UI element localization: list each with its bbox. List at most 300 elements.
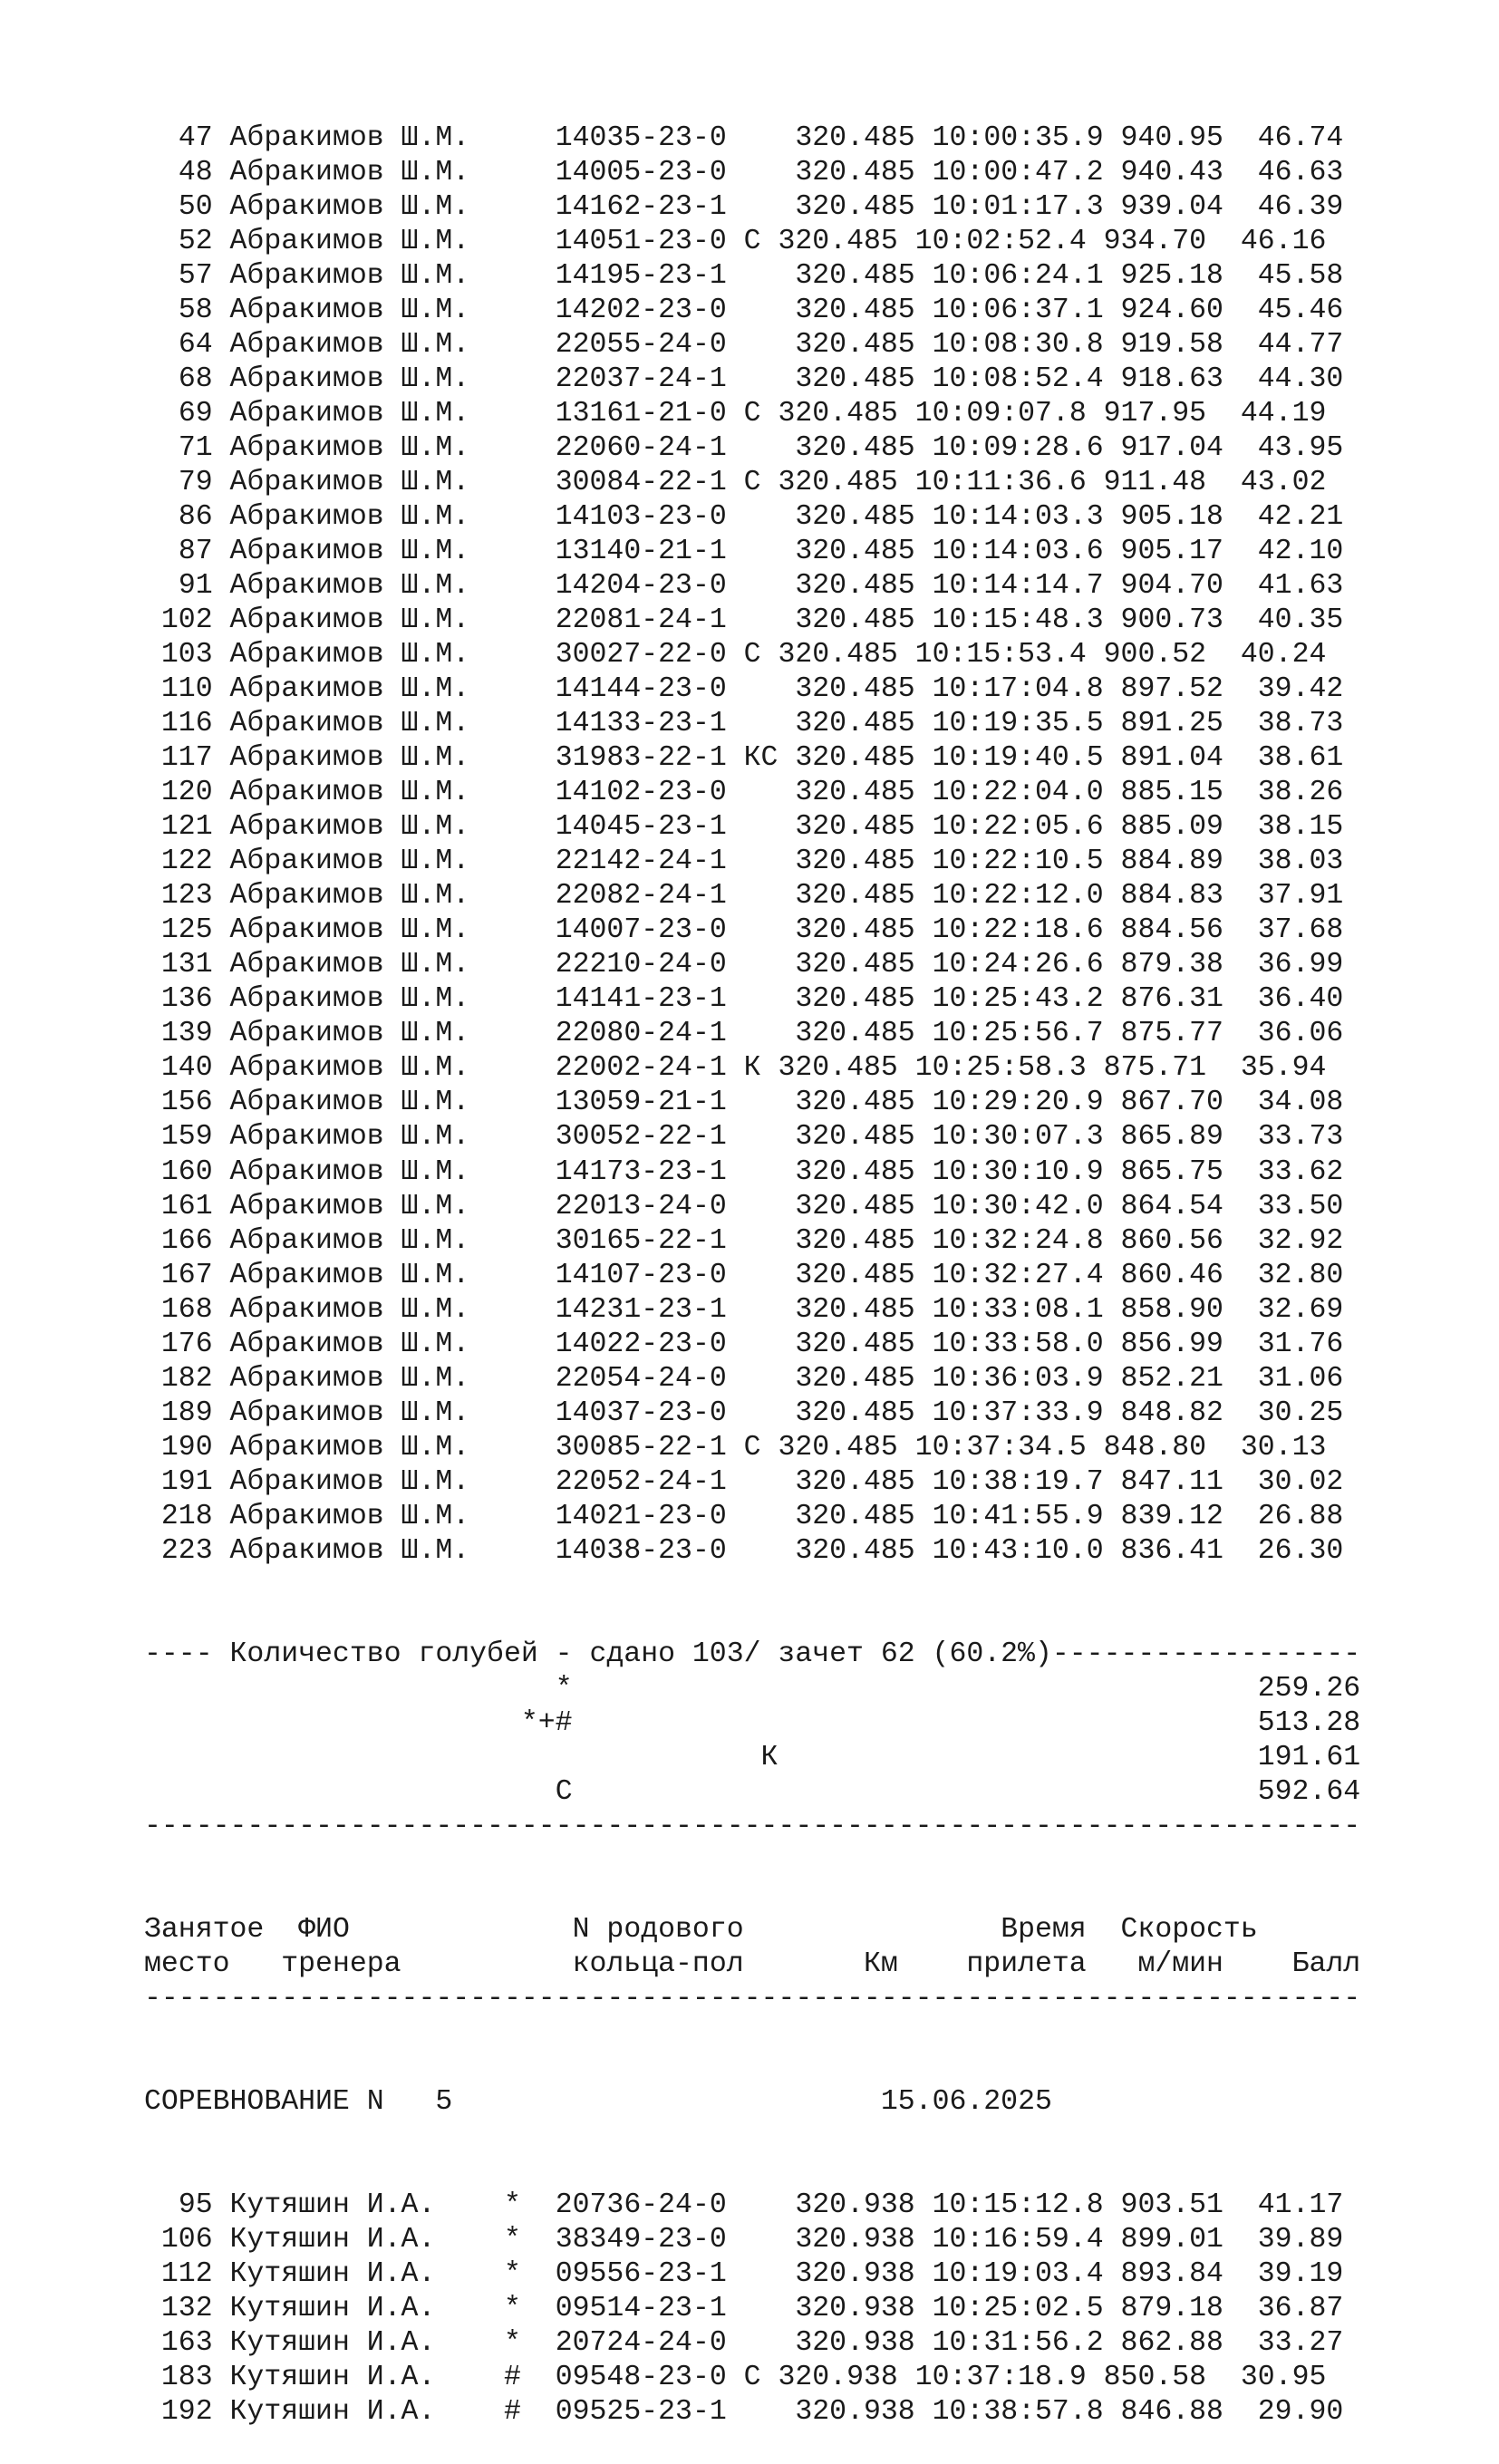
score-cell: 45.58 <box>1257 260 1344 293</box>
name-cell: Абракимов Ш.М. <box>229 1052 470 1085</box>
speed-cell: 939.04 <box>1120 191 1223 224</box>
flag-cell <box>744 157 779 188</box>
time-cell: 10:31:56.2 <box>932 2327 1104 2360</box>
speed-cell: 925.18 <box>1120 260 1223 293</box>
time-cell: 10:14:03.6 <box>932 536 1104 568</box>
mark-cell <box>504 777 521 808</box>
header-name: ФИО <box>298 1913 350 1946</box>
score-cell: 38.61 <box>1257 742 1344 775</box>
name-cell: Абракимов Ш.М. <box>229 983 470 1016</box>
time-cell: 10:22:10.5 <box>932 845 1104 878</box>
time-cell: 10:37:18.9 <box>914 2362 1087 2394</box>
place-cell: 116 <box>160 708 213 740</box>
time-cell: 10:33:08.1 <box>932 1293 1104 1326</box>
table-row <box>144 1017 1360 1051</box>
mark-cell <box>504 536 521 567</box>
mark-cell <box>504 1363 521 1395</box>
place-cell: 69 <box>178 398 213 430</box>
subtotal-symbol: К <box>760 1741 779 1773</box>
name-cell: Абракимов Ш.М. <box>229 1431 470 1464</box>
score-cell: 44.77 <box>1257 329 1344 362</box>
ring-cell: 14037-23-0 <box>555 1396 727 1429</box>
ring-cell: 09556-23-1 <box>555 2258 727 2290</box>
mark-cell: * <box>504 2189 521 2221</box>
km-cell: 320.485 <box>795 1396 915 1429</box>
place-cell: 120 <box>160 777 213 809</box>
table-row <box>144 1293 1360 1328</box>
score-cell: 39.42 <box>1257 673 1344 706</box>
speed-cell: 893.84 <box>1120 2258 1223 2290</box>
km-cell: 320.485 <box>795 191 915 224</box>
place-cell: 189 <box>160 1396 213 1429</box>
flag-cell: С <box>743 467 761 499</box>
place-cell: 167 <box>160 1259 213 1291</box>
flag-cell <box>744 1018 779 1049</box>
km-cell: 320.485 <box>795 708 915 740</box>
flag-cell <box>744 880 779 912</box>
place-cell: 112 <box>160 2258 213 2290</box>
mark-cell <box>504 157 521 188</box>
time-cell: 10:30:42.0 <box>932 1190 1104 1222</box>
table-row <box>144 948 1360 982</box>
score-cell: 38.15 <box>1257 811 1344 844</box>
ring-cell: 22082-24-1 <box>555 880 727 913</box>
ring-cell: 14051-23-0 <box>555 226 727 258</box>
place-cell: 87 <box>178 536 213 568</box>
speed-cell: 856.99 <box>1120 1328 1223 1360</box>
ring-cell: 22013-24-0 <box>555 1190 727 1222</box>
km-cell: 320.485 <box>795 501 915 534</box>
header-line <box>144 1913 1360 1947</box>
table-row <box>144 431 1360 466</box>
score-cell: 46.16 <box>1240 226 1327 258</box>
km-cell: 320.485 <box>778 639 898 672</box>
time-cell: 10:24:26.6 <box>932 949 1104 981</box>
speed-cell: 940.43 <box>1120 157 1223 189</box>
time-cell: 10:11:36.6 <box>914 467 1087 499</box>
time-cell: 10:19:03.4 <box>932 2258 1104 2290</box>
name-cell: Кутяшин И.А. <box>229 2293 436 2325</box>
km-cell: 320.485 <box>795 1155 915 1188</box>
mark-cell <box>504 1156 521 1188</box>
score-cell: 38.73 <box>1257 708 1344 740</box>
score-cell: 26.30 <box>1257 1534 1344 1567</box>
table-row <box>144 2257 1360 2292</box>
place-cell: 131 <box>160 949 213 981</box>
time-cell: 10:37:34.5 <box>914 1431 1087 1464</box>
score-cell: 45.46 <box>1257 295 1344 327</box>
place-cell: 106 <box>160 2223 213 2256</box>
score-cell: 46.63 <box>1257 157 1344 189</box>
ring-cell: 22037-24-1 <box>555 363 727 396</box>
table-row <box>144 1086 1360 1120</box>
place-cell: 68 <box>178 363 213 396</box>
flag-cell <box>744 1191 779 1222</box>
mark-cell <box>504 260 521 292</box>
flag-cell: С <box>743 639 761 672</box>
time-cell: 10:25:02.5 <box>932 2293 1104 2325</box>
place-cell: 182 <box>160 1362 213 1395</box>
km-cell: 320.485 <box>795 1259 915 1291</box>
table-row <box>144 638 1360 672</box>
km-cell: 320.938 <box>795 2293 915 2325</box>
subtotal-row <box>144 1706 1360 1741</box>
place-cell: 160 <box>160 1155 213 1188</box>
flag-cell <box>744 2396 779 2428</box>
place-cell: 168 <box>160 1293 213 1326</box>
flag-cell <box>744 777 779 808</box>
place-cell: 50 <box>178 191 213 224</box>
name-cell: Абракимов Ш.М. <box>229 949 470 981</box>
name-cell: Абракимов Ш.М. <box>229 467 470 499</box>
km-cell: 320.485 <box>795 1328 915 1360</box>
table-row <box>144 982 1360 1017</box>
flag-cell <box>744 1466 779 1498</box>
divider <box>144 1982 1360 2016</box>
mark-cell: # <box>504 2396 521 2429</box>
place-cell: 48 <box>178 157 213 189</box>
mark-cell <box>504 1397 521 1429</box>
mark-cell <box>504 1329 521 1360</box>
dash-lead: ---- <box>144 1638 230 1670</box>
divider <box>144 1810 1360 1844</box>
ring-cell: 14038-23-0 <box>555 1534 727 1567</box>
speed-cell: 885.09 <box>1120 811 1223 844</box>
score-cell: 30.02 <box>1257 1465 1344 1498</box>
speed-cell: 848.80 <box>1103 1431 1207 1464</box>
flag-cell <box>744 1121 779 1153</box>
name-cell: Абракимов Ш.М. <box>229 1396 470 1429</box>
speed-cell: 864.54 <box>1120 1190 1223 1222</box>
summary-section <box>144 1638 1360 1844</box>
place-cell: 91 <box>178 570 213 603</box>
mark-cell <box>504 1121 521 1153</box>
place-cell: 223 <box>160 1534 213 1567</box>
speed-cell: 904.70 <box>1120 570 1223 603</box>
score-cell: 31.76 <box>1257 1328 1344 1360</box>
table-row <box>144 2361 1360 2395</box>
mark-cell: # <box>504 2362 521 2394</box>
place-cell: 110 <box>160 673 213 706</box>
speed-cell: 867.70 <box>1120 1087 1223 1119</box>
flag-cell <box>744 570 779 602</box>
divider-line: ----------------------------------------------------------------------- <box>144 1810 1361 1842</box>
table-row <box>144 1190 1360 1224</box>
km-cell: 320.485 <box>795 1465 915 1498</box>
place-cell: 52 <box>178 226 213 258</box>
ring-cell: 22055-24-0 <box>555 329 727 362</box>
speed-cell: 891.25 <box>1120 708 1223 740</box>
km-cell: 320.485 <box>795 363 915 396</box>
ring-cell: 30085-22-1 <box>555 1431 727 1464</box>
name-cell: Абракимов Ш.М. <box>229 1155 470 1188</box>
subtotal-value: 191.61 <box>1257 1741 1361 1773</box>
header-km: Км <box>863 1947 898 1980</box>
speed-cell: 899.01 <box>1120 2223 1223 2256</box>
place-cell: 132 <box>160 2293 213 2325</box>
ring-cell: 22002-24-1 <box>555 1052 727 1085</box>
header-ring: кольца-пол <box>572 1947 744 1980</box>
flag-cell <box>744 1087 779 1118</box>
km-cell: 320.485 <box>778 1052 898 1085</box>
ring-cell: 14103-23-0 <box>555 501 727 534</box>
ring-cell: 14007-23-0 <box>555 914 727 947</box>
flag-cell <box>744 1156 779 1188</box>
score-cell: 40.24 <box>1240 639 1327 672</box>
flag-cell <box>744 1329 779 1360</box>
mark-cell <box>504 191 521 223</box>
km-cell: 320.485 <box>795 1534 915 1567</box>
time-cell: 10:33:58.0 <box>932 1328 1104 1360</box>
mark-cell <box>504 398 521 430</box>
score-cell: 38.03 <box>1257 845 1344 878</box>
place-cell: 176 <box>160 1328 213 1360</box>
summary-line <box>144 1638 1360 1672</box>
time-cell: 10:36:03.9 <box>932 1362 1104 1395</box>
speed-cell: 940.95 <box>1120 122 1223 155</box>
flag-cell <box>744 501 779 533</box>
mark-cell <box>504 1225 521 1257</box>
ring-cell: 22060-24-1 <box>555 432 727 465</box>
name-cell: Абракимов Ш.М. <box>229 536 470 568</box>
ring-cell: 09525-23-1 <box>555 2396 727 2429</box>
time-cell: 10:38:57.8 <box>932 2396 1104 2429</box>
ring-cell: 22080-24-1 <box>555 1018 727 1050</box>
table-row <box>144 397 1360 431</box>
speed-cell: 911.48 <box>1103 467 1207 499</box>
time-cell: 10:30:07.3 <box>932 1121 1104 1154</box>
speed-cell: 905.18 <box>1120 501 1223 534</box>
ring-cell: 14022-23-0 <box>555 1328 727 1360</box>
header-line <box>144 1947 1360 1982</box>
km-cell: 320.485 <box>795 295 915 327</box>
speed-cell: 858.90 <box>1120 1293 1223 1326</box>
ring-cell: 14045-23-1 <box>555 811 727 844</box>
flag-cell <box>744 983 779 1015</box>
km-cell: 320.485 <box>778 398 898 430</box>
name-cell: Абракимов Ш.М. <box>229 122 470 155</box>
name-cell: Абракимов Ш.М. <box>229 1224 470 1257</box>
table-row <box>144 604 1360 638</box>
speed-cell: 900.73 <box>1120 604 1223 637</box>
mark-cell <box>504 570 521 602</box>
mark-cell: * <box>504 2223 521 2256</box>
subtotal-row <box>144 1741 1360 1775</box>
table-row <box>144 362 1360 397</box>
flag-cell <box>744 949 779 981</box>
score-cell: 44.19 <box>1240 398 1327 430</box>
time-cell: 10:38:19.7 <box>932 1465 1104 1498</box>
mark-cell <box>504 226 521 257</box>
ring-cell: 09548-23-0 <box>555 2362 727 2394</box>
ring-cell: 22054-24-0 <box>555 1362 727 1395</box>
mark-cell <box>504 639 521 671</box>
km-cell: 320.485 <box>795 1087 915 1119</box>
name-cell: Абракимов Ш.М. <box>229 260 470 293</box>
mark-cell <box>504 432 521 464</box>
time-cell: 10:43:10.0 <box>932 1534 1104 1567</box>
mark-cell <box>504 1432 521 1464</box>
speed-cell: 891.04 <box>1120 742 1223 775</box>
place-cell: 136 <box>160 983 213 1016</box>
km-cell: 320.485 <box>795 1362 915 1395</box>
table-row <box>144 2189 1360 2223</box>
ring-cell: 14107-23-0 <box>555 1259 727 1291</box>
competition-heading <box>144 2085 1360 2120</box>
km-cell: 320.485 <box>795 673 915 706</box>
score-cell: 33.50 <box>1257 1190 1344 1222</box>
subtotal-value: 592.64 <box>1257 1775 1361 1808</box>
table-row <box>144 535 1360 569</box>
ring-cell: 30165-22-1 <box>555 1224 727 1257</box>
time-cell: 10:41:55.9 <box>932 1500 1104 1532</box>
time-cell: 10:30:10.9 <box>932 1155 1104 1188</box>
table-row <box>144 913 1360 948</box>
mark-cell <box>504 1087 521 1118</box>
place-cell: 86 <box>178 501 213 534</box>
ring-cell: 14144-23-0 <box>555 673 727 706</box>
name-cell: Абракимов Ш.М. <box>229 226 470 258</box>
score-cell: 29.90 <box>1257 2396 1344 2429</box>
table-row <box>144 1396 1360 1431</box>
score-cell: 39.19 <box>1257 2258 1344 2290</box>
ring-cell: 20724-24-0 <box>555 2327 727 2360</box>
place-cell: 139 <box>160 1018 213 1050</box>
place-cell: 58 <box>178 295 213 327</box>
km-cell: 320.938 <box>795 2223 915 2256</box>
mark-cell <box>504 708 521 739</box>
place-cell: 102 <box>160 604 213 637</box>
name-cell: Кутяшин И.А. <box>229 2258 436 2290</box>
km-cell: 320.485 <box>795 1500 915 1532</box>
flag-cell <box>744 811 779 843</box>
km-cell: 320.485 <box>795 536 915 568</box>
score-cell: 40.35 <box>1257 604 1344 637</box>
name-cell: Абракимов Ш.М. <box>229 295 470 327</box>
name-cell: Абракимов Ш.М. <box>229 639 470 672</box>
place-cell: 123 <box>160 880 213 913</box>
flag-cell <box>744 1363 779 1395</box>
place-cell: 161 <box>160 1190 213 1222</box>
table-row <box>144 1534 1360 1569</box>
header-time: прилета <box>966 1947 1087 1980</box>
table-row <box>144 2223 1360 2257</box>
speed-cell: 903.51 <box>1120 2189 1223 2221</box>
speed-cell: 839.12 <box>1120 1500 1223 1532</box>
name-cell: Абракимов Ш.М. <box>229 1293 470 1326</box>
ring-cell: 13161-21-0 <box>555 398 727 430</box>
flag-cell: К <box>743 1052 761 1085</box>
subtotal-value: 513.28 <box>1257 1706 1361 1739</box>
time-cell: 10:09:07.8 <box>914 398 1087 430</box>
header-name: тренера <box>281 1947 401 1980</box>
score-cell: 46.74 <box>1257 122 1344 155</box>
table-row <box>144 845 1360 879</box>
km-cell: 320.485 <box>795 432 915 465</box>
name-cell: Абракимов Ш.М. <box>229 191 470 224</box>
score-cell: 43.95 <box>1257 432 1344 465</box>
name-cell: Абракимов Ш.М. <box>229 1190 470 1222</box>
time-cell: 10:25:56.7 <box>932 1018 1104 1050</box>
ring-cell: 20736-24-0 <box>555 2189 727 2221</box>
speed-cell: 860.56 <box>1120 1224 1223 1257</box>
speed-cell: 919.58 <box>1120 329 1223 362</box>
place-cell: 125 <box>160 914 213 947</box>
km-cell: 320.485 <box>795 880 915 913</box>
table-row <box>144 1259 1360 1293</box>
mark-cell: * <box>504 2258 521 2290</box>
name-cell: Абракимов Ш.М. <box>229 1328 470 1360</box>
score-cell: 36.40 <box>1257 983 1344 1016</box>
subtotal-symbol: *+# <box>520 1706 573 1739</box>
place-cell: 166 <box>160 1224 213 1257</box>
flag-cell <box>744 1260 779 1291</box>
mark-cell <box>504 122 521 154</box>
time-cell: 10:17:04.8 <box>932 673 1104 706</box>
km-cell: 320.485 <box>795 1121 915 1154</box>
flag-cell <box>744 329 779 361</box>
name-cell: Абракимов Ш.М. <box>229 398 470 430</box>
km-cell: 320.938 <box>795 2189 915 2221</box>
km-cell: 320.485 <box>795 1018 915 1050</box>
mark-cell <box>504 742 521 774</box>
speed-cell: 875.71 <box>1103 1052 1207 1085</box>
speed-cell: 934.70 <box>1103 226 1207 258</box>
time-cell: 10:32:24.8 <box>932 1224 1104 1257</box>
mark-cell <box>504 811 521 843</box>
flag-cell <box>744 1225 779 1257</box>
name-cell: Абракимов Ш.М. <box>229 1259 470 1291</box>
summary-text: Количество голубей - сдано 103/ зачет 62 (60.2%) <box>229 1638 1052 1670</box>
speed-cell: 850.58 <box>1103 2362 1207 2394</box>
table-row <box>144 672 1360 707</box>
speed-cell: 884.56 <box>1120 914 1223 947</box>
column-header <box>144 1913 1360 2016</box>
place-cell: 190 <box>160 1431 213 1464</box>
header-time: Время <box>1001 1913 1087 1946</box>
table-row <box>144 1155 1360 1190</box>
ring-cell: 14005-23-0 <box>555 157 727 189</box>
time-cell: 10:29:20.9 <box>932 1087 1104 1119</box>
time-cell: 10:08:52.4 <box>932 363 1104 396</box>
ring-cell: 30084-22-1 <box>555 467 727 499</box>
speed-cell: 905.17 <box>1120 536 1223 568</box>
name-cell: Абракимов Ш.М. <box>229 570 470 603</box>
score-cell: 34.08 <box>1257 1087 1344 1119</box>
speed-cell: 917.04 <box>1120 432 1223 465</box>
table-row <box>144 1224 1360 1259</box>
table-row <box>144 225 1360 259</box>
name-cell: Кутяшин И.А. <box>229 2362 436 2394</box>
name-cell: Кутяшин И.А. <box>229 2189 436 2221</box>
time-cell: 10:22:12.0 <box>932 880 1104 913</box>
time-cell: 10:14:03.3 <box>932 501 1104 534</box>
time-cell: 10:22:18.6 <box>932 914 1104 947</box>
mark-cell <box>504 1260 521 1291</box>
ring-cell: 14204-23-0 <box>555 570 727 603</box>
speed-cell: 846.88 <box>1120 2396 1223 2429</box>
km-cell: 320.485 <box>795 157 915 189</box>
mark-cell <box>504 914 521 946</box>
table-row <box>144 776 1360 810</box>
name-cell: Абракимов Ш.М. <box>229 742 470 775</box>
flag-cell <box>744 1501 779 1532</box>
score-cell: 39.89 <box>1257 2223 1344 2256</box>
name-cell: Абракимов Ш.М. <box>229 1087 470 1119</box>
name-cell: Абракимов Ш.М. <box>229 329 470 362</box>
table-row <box>144 1362 1360 1396</box>
time-cell: 10:15:53.4 <box>914 639 1087 672</box>
